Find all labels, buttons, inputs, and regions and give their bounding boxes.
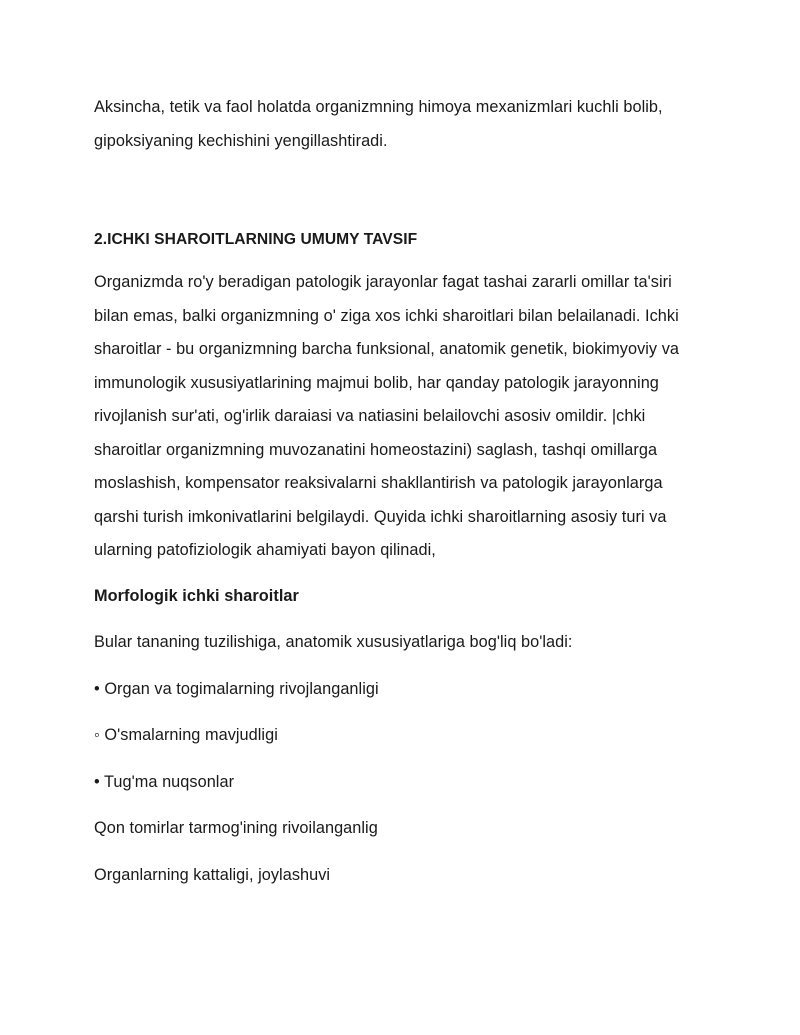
text-line: moslashish, kompensator reaksivalarni shakllantirish va patologik jarayonlarga <box>94 474 663 492</box>
main-paragraph <box>94 266 708 568</box>
text-line: Organizmda ro'y beradigan patologik jarayonlar fagat tashai zararli omillar ta'siri <box>94 273 672 291</box>
list-item: ◦ O'smalarning mavjudligi <box>94 726 278 744</box>
subsection-heading: Morfologik ichki sharoitlar <box>94 586 299 605</box>
list-item: • Organ va togimalarning rivojlanganligi <box>94 679 379 698</box>
text-line: ularning patofiziologik ahamiyati bayon qilinadi, <box>94 541 436 559</box>
text-line: immunologik xususiyatlarining majmui bolib, har qanday patologik jarayonning <box>94 373 659 392</box>
intro-paragraph <box>94 91 708 158</box>
list-item: Qon tomirlar tarmog'ining rivoilanganlig <box>94 819 378 837</box>
section-heading: 2.ICHKI SHAROITLARNING UMUMY TAVSIF <box>94 231 418 248</box>
text-line: sharoitlar organizmning muvozanatini homeostazini) saglash, tashqi omillarga <box>94 440 658 459</box>
text-line: sharoitlar - bu organizmning barcha funksional, anatomik genetik, biokimyoviy va <box>94 340 679 358</box>
text-line: Aksincha, tetik va faol holatda organizmning himoya mexanizmlari kuchli bolib, <box>94 98 663 116</box>
text-line: qarshi turish imkonivatlarini belgilaydi. Quyida ichki sharoitlarning asosiy turi va <box>94 507 667 526</box>
text-line: bilan emas, balki organizmning o' ziga xos ichki sharoitlari bilan belailanadi. Ichki <box>94 306 679 325</box>
list-item: • Tug'ma nuqsonlar <box>94 772 235 791</box>
list-item: Organlarning kattaligi, joylashuvi <box>94 865 331 884</box>
text-line: rivojlanish sur'ati, og'irlik daraiasi va natiasini belailovchi asosiv omildir. |chki <box>94 407 646 425</box>
sub-intro-text: Bular tananing tuzilishiga, anatomik xususiyatlariga bog'liq bo'ladi: <box>94 633 573 651</box>
text-line: gipoksiyaning kechishini yengillashtiradi. <box>94 131 388 150</box>
